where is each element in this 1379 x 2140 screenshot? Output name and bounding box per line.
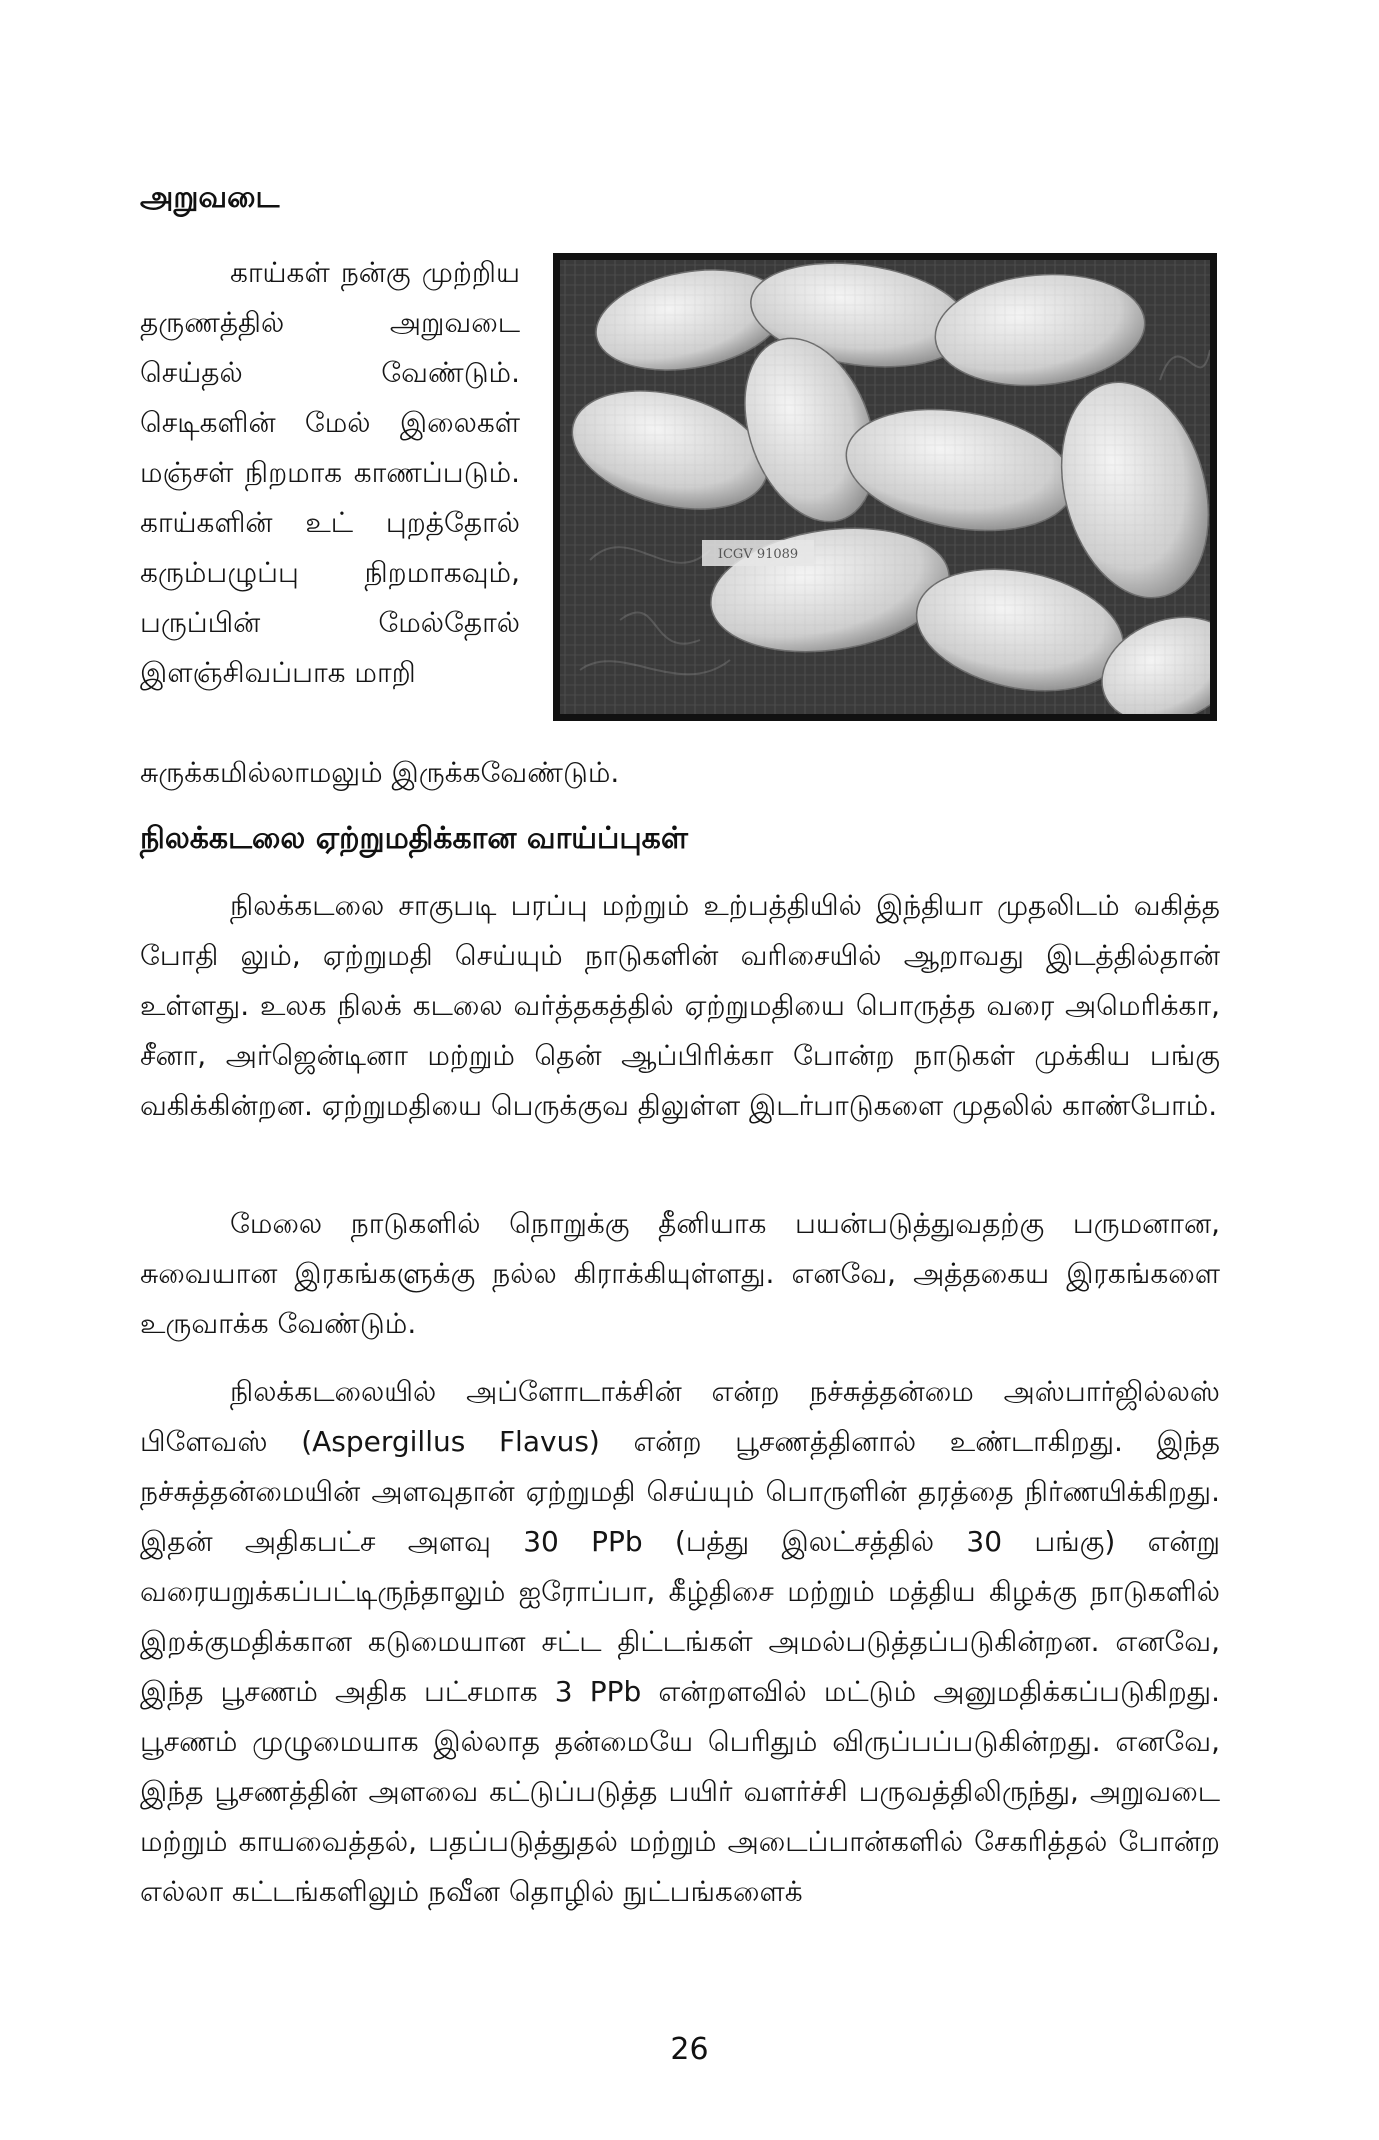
export-paragraph-2: மேலை நாடுகளில் நொறுக்கு தீனியாக பயன்படுத்துவதற்கு பருமனான, சுவையான இரகங்களுக்கு நல்ல கிராக்கியுள்ளது. எனவே, அத்தகைய இரகங்களை உருவாக்க வேண்டும். <box>140 1207 1220 1340</box>
peanut-pods-illustration <box>560 260 1210 714</box>
section-heading-harvest: அறுவடை <box>140 180 280 215</box>
export-paragraph-3: நிலக்கடலையில் அப்ளோடாக்சின் என்ற நச்சுத்தன்மை அஸ்பார்ஜில்லஸ் பிளேவஸ் (Aspergillus Flavus) என்ற பூசணத்தினால் உண்டாகிறது. இந்த நச்சுத்தன்மையின் அளவுதான் ஏற்றுமதி செய்யும் பொருளின் தரத்தை நிர்ணயிக்கிறது. இதன் அதிகபட்ச அளவு 30 PPb (பத்து இலட்சத்தில் 30 பங்கு) என்று வரையறுக்கப்பட்டிருந்தாலும் ஐரோப்பா, கீழ்திசை மற்றும் மத்திய கிழக்கு நாடுகளில் இறக்குமதிக்கான கடுமையான சட்ட திட்டங்கள் அமல்படுத்தப்படுகின்றன. எனவே, இந்த பூசணம் அதிக பட்சமாக 3 PPb என்றளவில் மட்டும் அனுமதிக்கப்படுகிறது. பூசணம் முழுமையாக இல்லாத தன்மையே பெரிதும் விருப்பப்படுகின்றது. எனவே, இந்த பூசணத்தின் அளவை கட்டுப்படுத்த பயிர் வளர்ச்சி பருவத்திலிருந்து, அறுவடை மற்றும் காயவைத்தல், பதப்படுத்துதல் மற்றும் அடைப்பான்களில் சேகரித்தல் போன்ற எல்லா கட்டங்களிலும் நவீன தொழில் நுட்பங்களைக் <box>140 1375 1220 1908</box>
peanut-pods-photo <box>553 253 1217 721</box>
section-heading-export: நிலக்கடலை ஏற்றுமதிக்கான வாய்ப்புகள் <box>140 821 688 856</box>
export-paragraph-1: நிலக்கடலை சாகுபடி பரப்பு மற்றும் உற்பத்தியில் இந்தியா முதலிடம் வகித்த போதி லும், ஏற்றுமதி செய்யும் நாடுகளின் வரிசையில் ஆறாவது இடத்தில்தான் உள்ளது. உலக நிலக் கடலை வர்த்தகத்தில் ஏற்றுமதியை பொருத்த வரை அமெரிக்கா, சீனா, அர்ஜென்டினா மற்றும் தென் ஆப்பிரிக்கா போன்ற நாடுகள் முக்கிய பங்கு வகிக்கின்றன. ஏற்றுமதியை பெருக்குவ திலுள்ள இடர்பாடுகளை முதலில் காண்போம். <box>140 889 1220 1122</box>
variety-label: ICGV 91089 <box>717 547 799 562</box>
harvest-paragraph: காய்கள் நன்கு முற்றிய தருணத்தில் அறுவடை செய்தல் வேண்டும். செடிகளின் மேல் இலைகள் மஞ்சள் நிறமாக காணப்படும். காய்களின் உட் புறத்தோல் கரும்பழுப்பு நிறமாகவும், பருப்பின் மேல்தோல் இளஞ்சிவப்பாக மாறி <box>140 256 520 689</box>
page-number: 26 <box>670 2032 709 2067</box>
harvest-paragraph-tail: சுருக்கமில்லாமலும் இருக்கவேண்டும். <box>140 756 620 789</box>
